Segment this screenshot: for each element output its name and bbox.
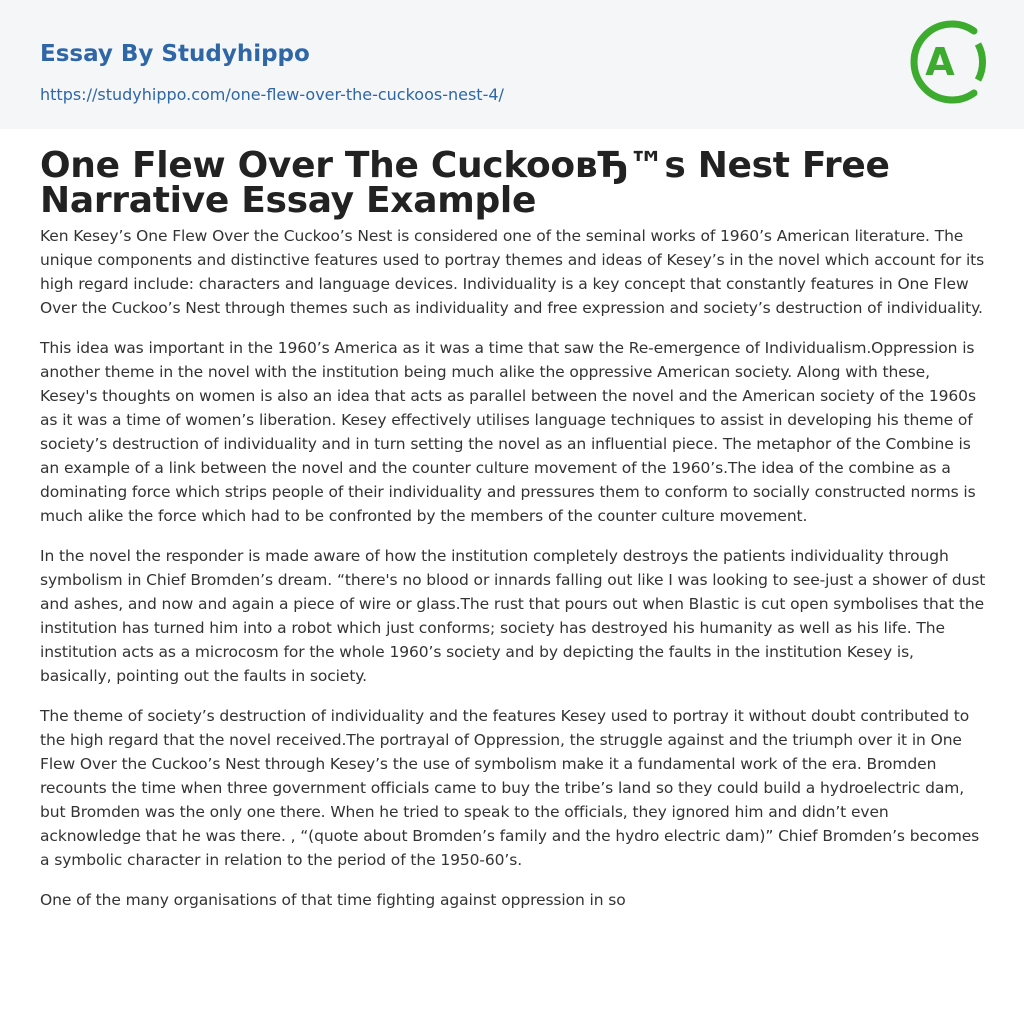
page-url-link[interactable]: https://studyhippo.com/one-flew-over-the-cuckoos-nest-4/	[40, 85, 504, 104]
article-paragraph: In the novel the responder is made aware of how the institution completely destroys the patients individuality through symbolism in Chief Bromden’s dream. “there's no blood or innards falling out like I was looking to see-just a shower of dust and ashes, and now and again a piece of wire or glass.The rust that pours out when Blastic is cut open symbolises that the institution has turned him into a robot which just conforms; society has destroyed his humanity as well as his life. The institution acts as a microcosm for the whole 1960’s society and by depicting the faults in the institution Kesey is, basically, pointing out the faults in society.	[40, 547, 986, 685]
logo-ring-side	[978, 44, 983, 80]
site-header	[0, 0, 1024, 129]
article-paragraph: This idea was important in the 1960’s America as it was a time that saw the Re-emergence of Individualism.Oppression is another theme in the novel with the institution being much alike the oppressive American society. Along with these, Kesey's thoughts on women is also an idea that acts as parallel between the novel and the American society of the 1960s as it was a time of women’s liberation. Kesey effectively utilises language techniques to assist in developing his theme of society’s destruction of individuality and in turn setting the novel as an influential piece. The metaphor of the Combine is an example of a link between the novel and the counter culture movement of the 1960’s.The idea of the combine as a dominating force which strips people of their individuality and pressures them to conform to socially constructed norms is much alike the force which had to be confronted by the members of the counter culture movement.	[40, 339, 976, 525]
studyhippo-logo-icon[interactable]	[910, 18, 988, 106]
logo-letter: A	[925, 40, 955, 84]
site-brand[interactable]: Essay By Studyhippo	[40, 41, 310, 67]
article	[40, 145, 986, 928]
article-title: One Flew Over The CuckooвЂ™s Nest Free Narrative Essay Example	[40, 145, 890, 221]
article-paragraph: The theme of society’s destruction of individuality and the features Kesey used to portray it without doubt contributed to the high regard that the novel received.The portrayal of Oppression, the struggle against and the triumph over it in One Flew Over the Cuckoo’s Nest through Kesey’s the use of symbolism make it a fundamental work of the era. Bromden recounts the time when three government officials came to buy the tribe’s land so they could build a hydroelectric dam, but Bromden was the only one there. When he tried to speak to the officials, they ignored him and didn’t even acknowledge that he was there. , “(quote about Bromden’s family and the hydro electric dam)” Chief Bromden’s becomes a symbolic character in relation to the period of the 1950-60’s.	[40, 707, 980, 869]
article-paragraph: Ken Kesey’s One Flew Over the Cuckoo’s Nest is considered one of the seminal works of 1960’s American literature. The unique components and distinctive features used to portray themes and ideas of Kesey’s in the novel which account for its high regard include: characters and language devices. Individuality is a key concept that constantly features in One Flew Over the Cuckoo’s Nest through themes such as individuality and free expression and society’s destruction of individuality.	[40, 227, 985, 317]
article-paragraph: One of the many organisations of that time fighting against oppression in so	[40, 891, 626, 909]
